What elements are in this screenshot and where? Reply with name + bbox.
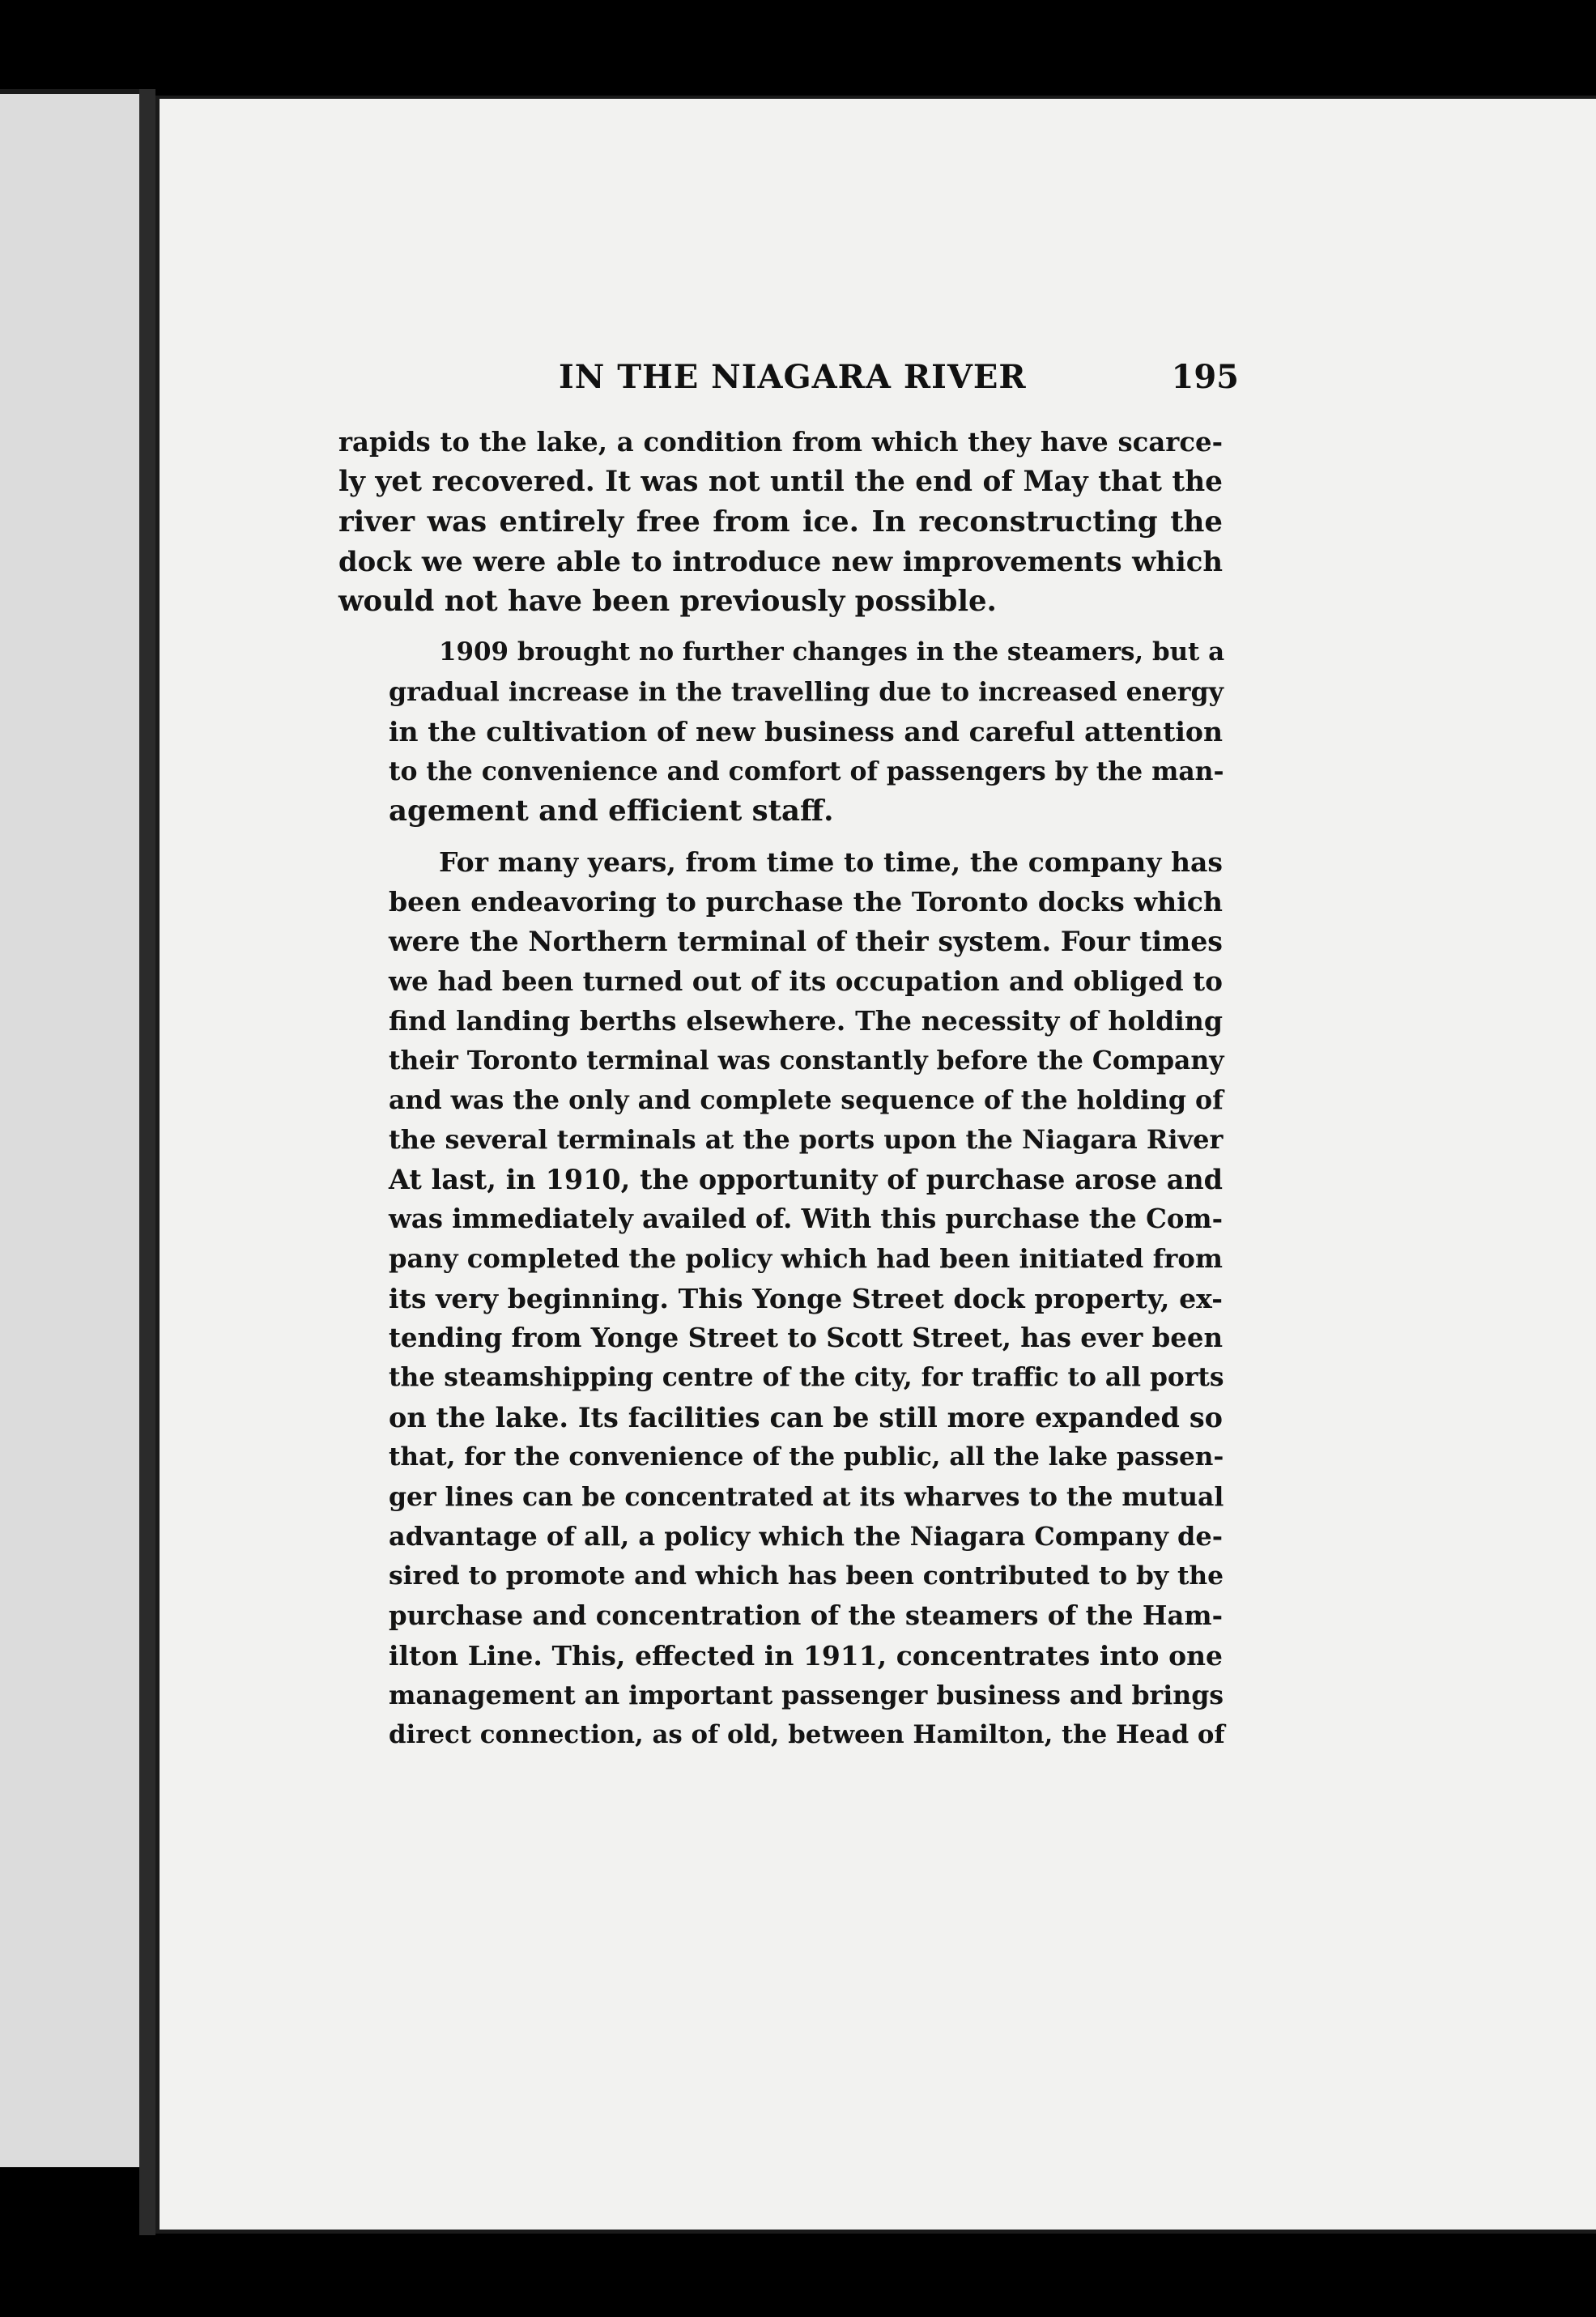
text-line: were the Northern terminal of their system. Four times: [389, 926, 1223, 957]
previous-page-edge: [0, 89, 139, 2167]
text-line: to the convenience and comfort of passengers by the man-: [389, 756, 1224, 786]
text-line: 1909 brought no further changes in the steamers, but a: [439, 637, 1225, 667]
text-line: rapids to the lake, a condition from which they have scarce-: [338, 427, 1223, 458]
book-spine-shadow: [139, 89, 155, 2235]
text-line: that, for the convenience of the public, all the lake passen-: [389, 1442, 1224, 1472]
paragraph-1: [338, 423, 1223, 621]
text-line: find landing berths elsewhere. The necessity of holding: [389, 1005, 1223, 1037]
text-line: For many years, from time to time, the company has: [439, 846, 1223, 878]
text-line: management an important passenger business and brings: [389, 1680, 1224, 1710]
body-text: [338, 423, 1223, 1755]
page-number: 195: [1171, 358, 1239, 396]
text-line: sired to promote and which has been contributed to by the: [389, 1561, 1224, 1591]
text-line: gradual increase in the travelling due to increased energy: [389, 677, 1224, 707]
text-line: and was the only and complete sequence of the holding of: [389, 1085, 1224, 1115]
text-line: pany completed the policy which had been initiated from: [389, 1243, 1223, 1274]
text-line: river was entirely free from ice. In reconstructing the: [338, 505, 1223, 539]
text-line: its very beginning. This Yonge Street dock property, ex-: [389, 1283, 1223, 1314]
text-line: ilton Line. This, effected in 1911, concentrates into one: [389, 1640, 1223, 1672]
text-line: ly yet recovered. It was not until the end of May that the: [338, 466, 1223, 498]
text-line: been endeavoring to purchase the Toronto docks which: [389, 886, 1223, 918]
text-line: dock we were able to introduce new improvements which: [338, 545, 1223, 577]
paragraph-3: [338, 842, 1223, 1755]
text-line: the several terminals at the ports upon the Niagara River: [389, 1124, 1224, 1155]
text-line: advantage of all, a policy which the Niagara Company de-: [389, 1521, 1223, 1552]
text-line: At last, in 1910, the opportunity of purchase arose and: [389, 1164, 1223, 1195]
running-head: [559, 358, 1239, 407]
paragraph-2: [338, 632, 1223, 831]
text-line: in the cultivation of new business and careful attention: [389, 716, 1223, 747]
text-line: would not have been previously possible.: [338, 585, 997, 618]
running-title: IN THE NIAGARA RIVER: [559, 358, 1027, 396]
text-line: on the lake. Its facilities can be still more expanded so: [389, 1402, 1223, 1433]
text-line: tending from Yonge Street to Scott Street, has ever been: [389, 1322, 1223, 1353]
text-line: ger lines can be concentrated at its wharves to the mutual: [389, 1482, 1224, 1512]
text-line: their Toronto terminal was constantly before the Company: [389, 1046, 1224, 1075]
text-line: was immediately availed of. With this purchase the Com-: [389, 1203, 1224, 1234]
text-line: purchase and concentration of the steamers of the Ham-: [389, 1600, 1223, 1631]
text-line: direct connection, as of old, between Hamilton, the Head of: [389, 1720, 1225, 1749]
text-line: we had been turned out of its occupation and obliged to: [389, 965, 1223, 997]
text-line: agement and efficient staff.: [389, 794, 834, 828]
text-line: the steamshipping centre of the city, for traffic to all ports: [389, 1363, 1224, 1392]
